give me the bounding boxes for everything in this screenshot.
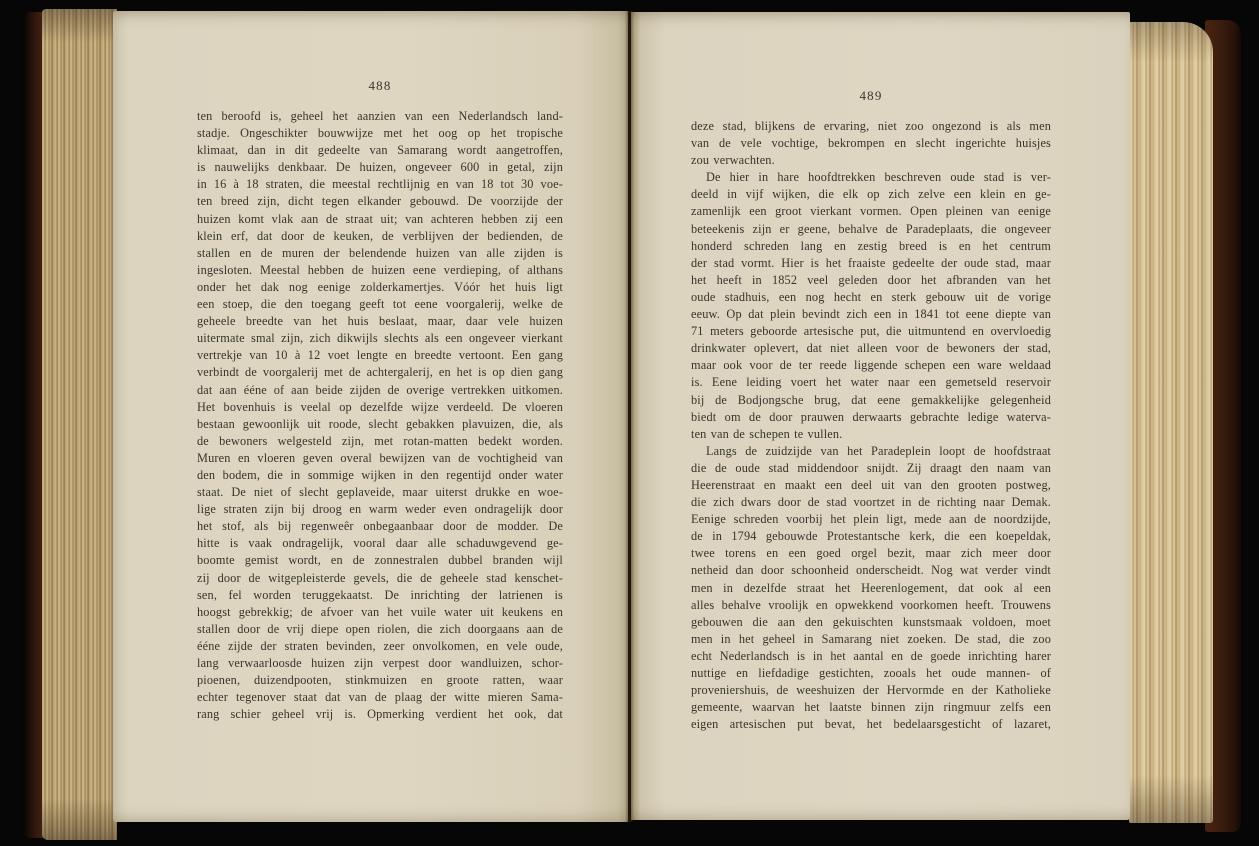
text-line: stallen door de vrij diepe open riolen, die zich doorgaans aan de	[197, 621, 563, 636]
text-line: dat aan ééne of aan beide zijden de overige vertrekken uitkomen.	[197, 382, 563, 397]
text-line: staat. De niet of slecht geplaveide, maar uiterst drukke en woe-	[197, 485, 563, 500]
text-line: gebouwen die aan den gekuischten kunstsmaak voldoen, moet	[691, 614, 1051, 629]
text-line: vertrekje van 10 à 12 voet lengte en breedte vertoont. Een gang	[197, 348, 563, 363]
page-edges-right	[1129, 22, 1213, 823]
text-line: verbindt de voorgalerij met de achtergalerij, en het is op dien gang	[197, 365, 563, 380]
page-right	[631, 12, 1130, 820]
text-line: 71 meters geboorde artesische put, die uitmuntend en overvloedig	[691, 324, 1051, 339]
text-line: netheid dan door schoonheid onderscheidt. Nog wat verder vindt	[691, 563, 1051, 578]
text-line: stadje. Ongeschikter bouwwijze met het oog op het tropische	[197, 126, 563, 141]
text-line: is. Eene leiding voert het water naar een gemetseld reservoir	[691, 375, 1051, 390]
text-line: gemeente, waarvan het laatste binnen zijn ringmuur zelfs een	[691, 700, 1051, 715]
text-line: ingesloten. Meestal hebben de huizen eene verdieping, of althans	[197, 262, 563, 277]
text-line: ééne zijde der straten bevinden, zeer onvolkomen, en vele oude,	[197, 638, 563, 653]
text-line: huizen komt vlak aan de straat uit; van achteren hebben zij een	[197, 211, 563, 226]
text-line: honderd schreden lang en zestig breed is en het centrum	[691, 238, 1051, 253]
page-left	[113, 11, 628, 822]
text-line: alles behalve vroolijk en opwekkend voorkomen heeft. Trouwens	[691, 597, 1051, 612]
text-line: ten breed zijn, dicht tegen elkander gebouwd. De voorzijde der	[197, 194, 563, 209]
text-line: is nauwelijks denkbaar. De huizen, ongeveer 600 in getal, zijn	[197, 160, 563, 175]
text-line: der stad vormt. Hier is het fraaiste gedeelte der oude stad, maar	[691, 255, 1051, 270]
page-number-left: 488	[368, 78, 392, 93]
text-line: pioenen, duizendpooten, stinkmuizen en groote ratten, waar	[197, 673, 563, 688]
text-line: die zich dwars door de stad voortzet in de richting naar Demak.	[691, 495, 1051, 510]
text-line: rang schier geheel vrij is. Opmerking verdient het ook, dat	[197, 707, 563, 722]
text-line: een stoep, die den toegang geeft tot eene voorgalerij, welke de	[197, 297, 563, 312]
text-line: klimaat, dan in dit gedeelte van Samarang wordt aangetroffen,	[197, 143, 563, 158]
text-line: echt Nederlandsch is in het aantal en de goede inrichting harer	[691, 648, 1051, 663]
text-line: deeld in vijf wijken, die elk op zich zelve een klein en ge-	[691, 187, 1051, 202]
text-line: in 16 à 18 straten, die meestal rechtlijnig en van 18 tot 30 voe-	[197, 177, 563, 192]
text-line: ten van de schepen te vullen.	[691, 426, 843, 441]
text-line: stallen en de muren der belendende huizen van alle zijden is	[197, 245, 563, 260]
text-line: beteekenis zijn er geene, behalve de Paradeplaats, die ongeveer	[691, 221, 1051, 236]
text-line: Eenige schreden voorbij het plein ligt, mede aan de noordzijde,	[691, 512, 1051, 527]
text-line: de bewoners welgesteld zijn, met rotan-matten bedekt worden.	[197, 433, 563, 448]
text-line: deze stad, blijkens de ervaring, niet zoo ongezond is als men	[691, 119, 1051, 133]
text-line: het heeft in 1852 veel geleden door het afbranden van het	[691, 272, 1051, 287]
text-line: Muren en vloeren geven overal bewijzen van de vochtigheid van	[197, 450, 563, 465]
text-line: twee torens en een goed orgel bezit, maar zich meer door	[691, 546, 1051, 561]
text-line: zou verwachten.	[691, 153, 775, 168]
text-line: klein erf, dat door de keuken, de verblijven der bedienden, de	[197, 228, 563, 243]
text-line: sen, fel worden teruggekaatst. De inrichting der latrienen is	[197, 587, 563, 602]
text-line: oude stadhuis, een nog hecht en sterk gebouw uit de vorige	[691, 289, 1051, 304]
text-line: maar ook voor de ter reede liggende schepen een ware weldaad	[691, 358, 1051, 373]
text-line: boomte gemist wordt, en de zonnestralen dubbel branden wijl	[197, 553, 563, 568]
text-line: uitermate smal zijn, zich dikwijls slechts als een ongeveer vierkant	[197, 331, 563, 346]
text-line: men in dezelfde straat het Heerenlogement, dat ook al een	[691, 580, 1051, 595]
text-line: hoogst gebrekkig; de afvoer van het vuile water uit keukens en	[197, 604, 563, 619]
text-line: lang verwaarloosde huizen zijn verpest door wandluizen, schor-	[197, 656, 563, 670]
text-line: hitte is vaak ondragelijk, vooral daar alle schaduwgevend ge-	[197, 536, 563, 551]
text-line: eeuw. Op dat plein bevindt zich een in 1841 tot eene diepte van	[691, 307, 1051, 322]
page-edges-left	[42, 9, 117, 840]
text-line: den bodem, die in sommige wijken in den regentijd onder water	[197, 467, 563, 482]
page-right-text	[691, 118, 1051, 733]
text-line: nuttige en liefdadige gestichten, zooals het oude mannen- of	[691, 666, 1051, 680]
text-line: proveniershuis, de weeshuizen der Hervormde en der Katholieke	[691, 683, 1051, 698]
text-line: echter tegenover staat dat van de plaag der witte mieren Sama-	[197, 690, 563, 705]
text-line: Het bovenhuis is veelal op dezelfde wijze verdeeld. De vloeren	[197, 399, 563, 414]
page-left-content	[197, 78, 563, 723]
text-line: bij de Bodjongsche brug, dat eene gemakkelijke gelegenheid	[691, 392, 1051, 407]
text-line: men in het geheel in Samarang niet zoeken. De stad, die zoo	[691, 631, 1051, 646]
text-line: geheele breedte van het huis beslaat, maar, daar vele huizen	[197, 314, 563, 329]
text-line: De hier in hare hoofdtrekken beschreven oude stad is ver-	[706, 170, 1051, 185]
text-line: onder het dak nog eenige zolderkamertjes. Vóór het huis ligt	[197, 279, 563, 294]
text-line: eigen artesischen put bevat, het bedelaarsgesticht of lazaret,	[691, 717, 1051, 732]
text-line: drinkwater oplevert, dat niet alleen voor de bewoners der stad,	[691, 341, 1051, 356]
page-number-right: 489	[859, 88, 883, 103]
page-left-text	[197, 108, 563, 723]
text-line: Langs de zuidzijde van het Paradeplein loopt de hoofdstraat	[706, 443, 1051, 458]
text-line: van de vele vochtige, bekrompen en slecht ingerichte huisjes	[691, 136, 1051, 151]
book-gutter-shadow	[625, 11, 634, 822]
text-line: Heerenstraat en maakt een deel uit van den grooten postweg,	[691, 477, 1051, 492]
text-line: zij door de witgepleisterde gevels, die de geheele stad kenschet-	[197, 570, 563, 585]
text-line: het stof, als bij regenweêr onbegaanbaar door de modder. De	[197, 519, 563, 534]
text-line: zamenlijk een groot vierkant vormen. Open pleinen van eenige	[691, 204, 1051, 219]
text-line: biedt om de door prauwen derwaarts gebrachte ledige waterva-	[691, 409, 1051, 424]
text-line: die de oude stad middendoor snijdt. Zij draagt den naam van	[691, 460, 1051, 475]
text-line: ten beroofd is, geheel het aanzien van een Nederlandsch land-	[197, 109, 563, 123]
text-line: bestaan gewoonlijk uit roode, slecht gebakken plavuizen, die, als	[197, 416, 563, 431]
text-line: de in 1794 gebouwde Protestantsche kerk, die een koepeldak,	[691, 529, 1051, 544]
page-right-content	[691, 88, 1051, 733]
text-line: lige straten zijn bij droog en warm weder even ondragelijk door	[197, 502, 563, 517]
